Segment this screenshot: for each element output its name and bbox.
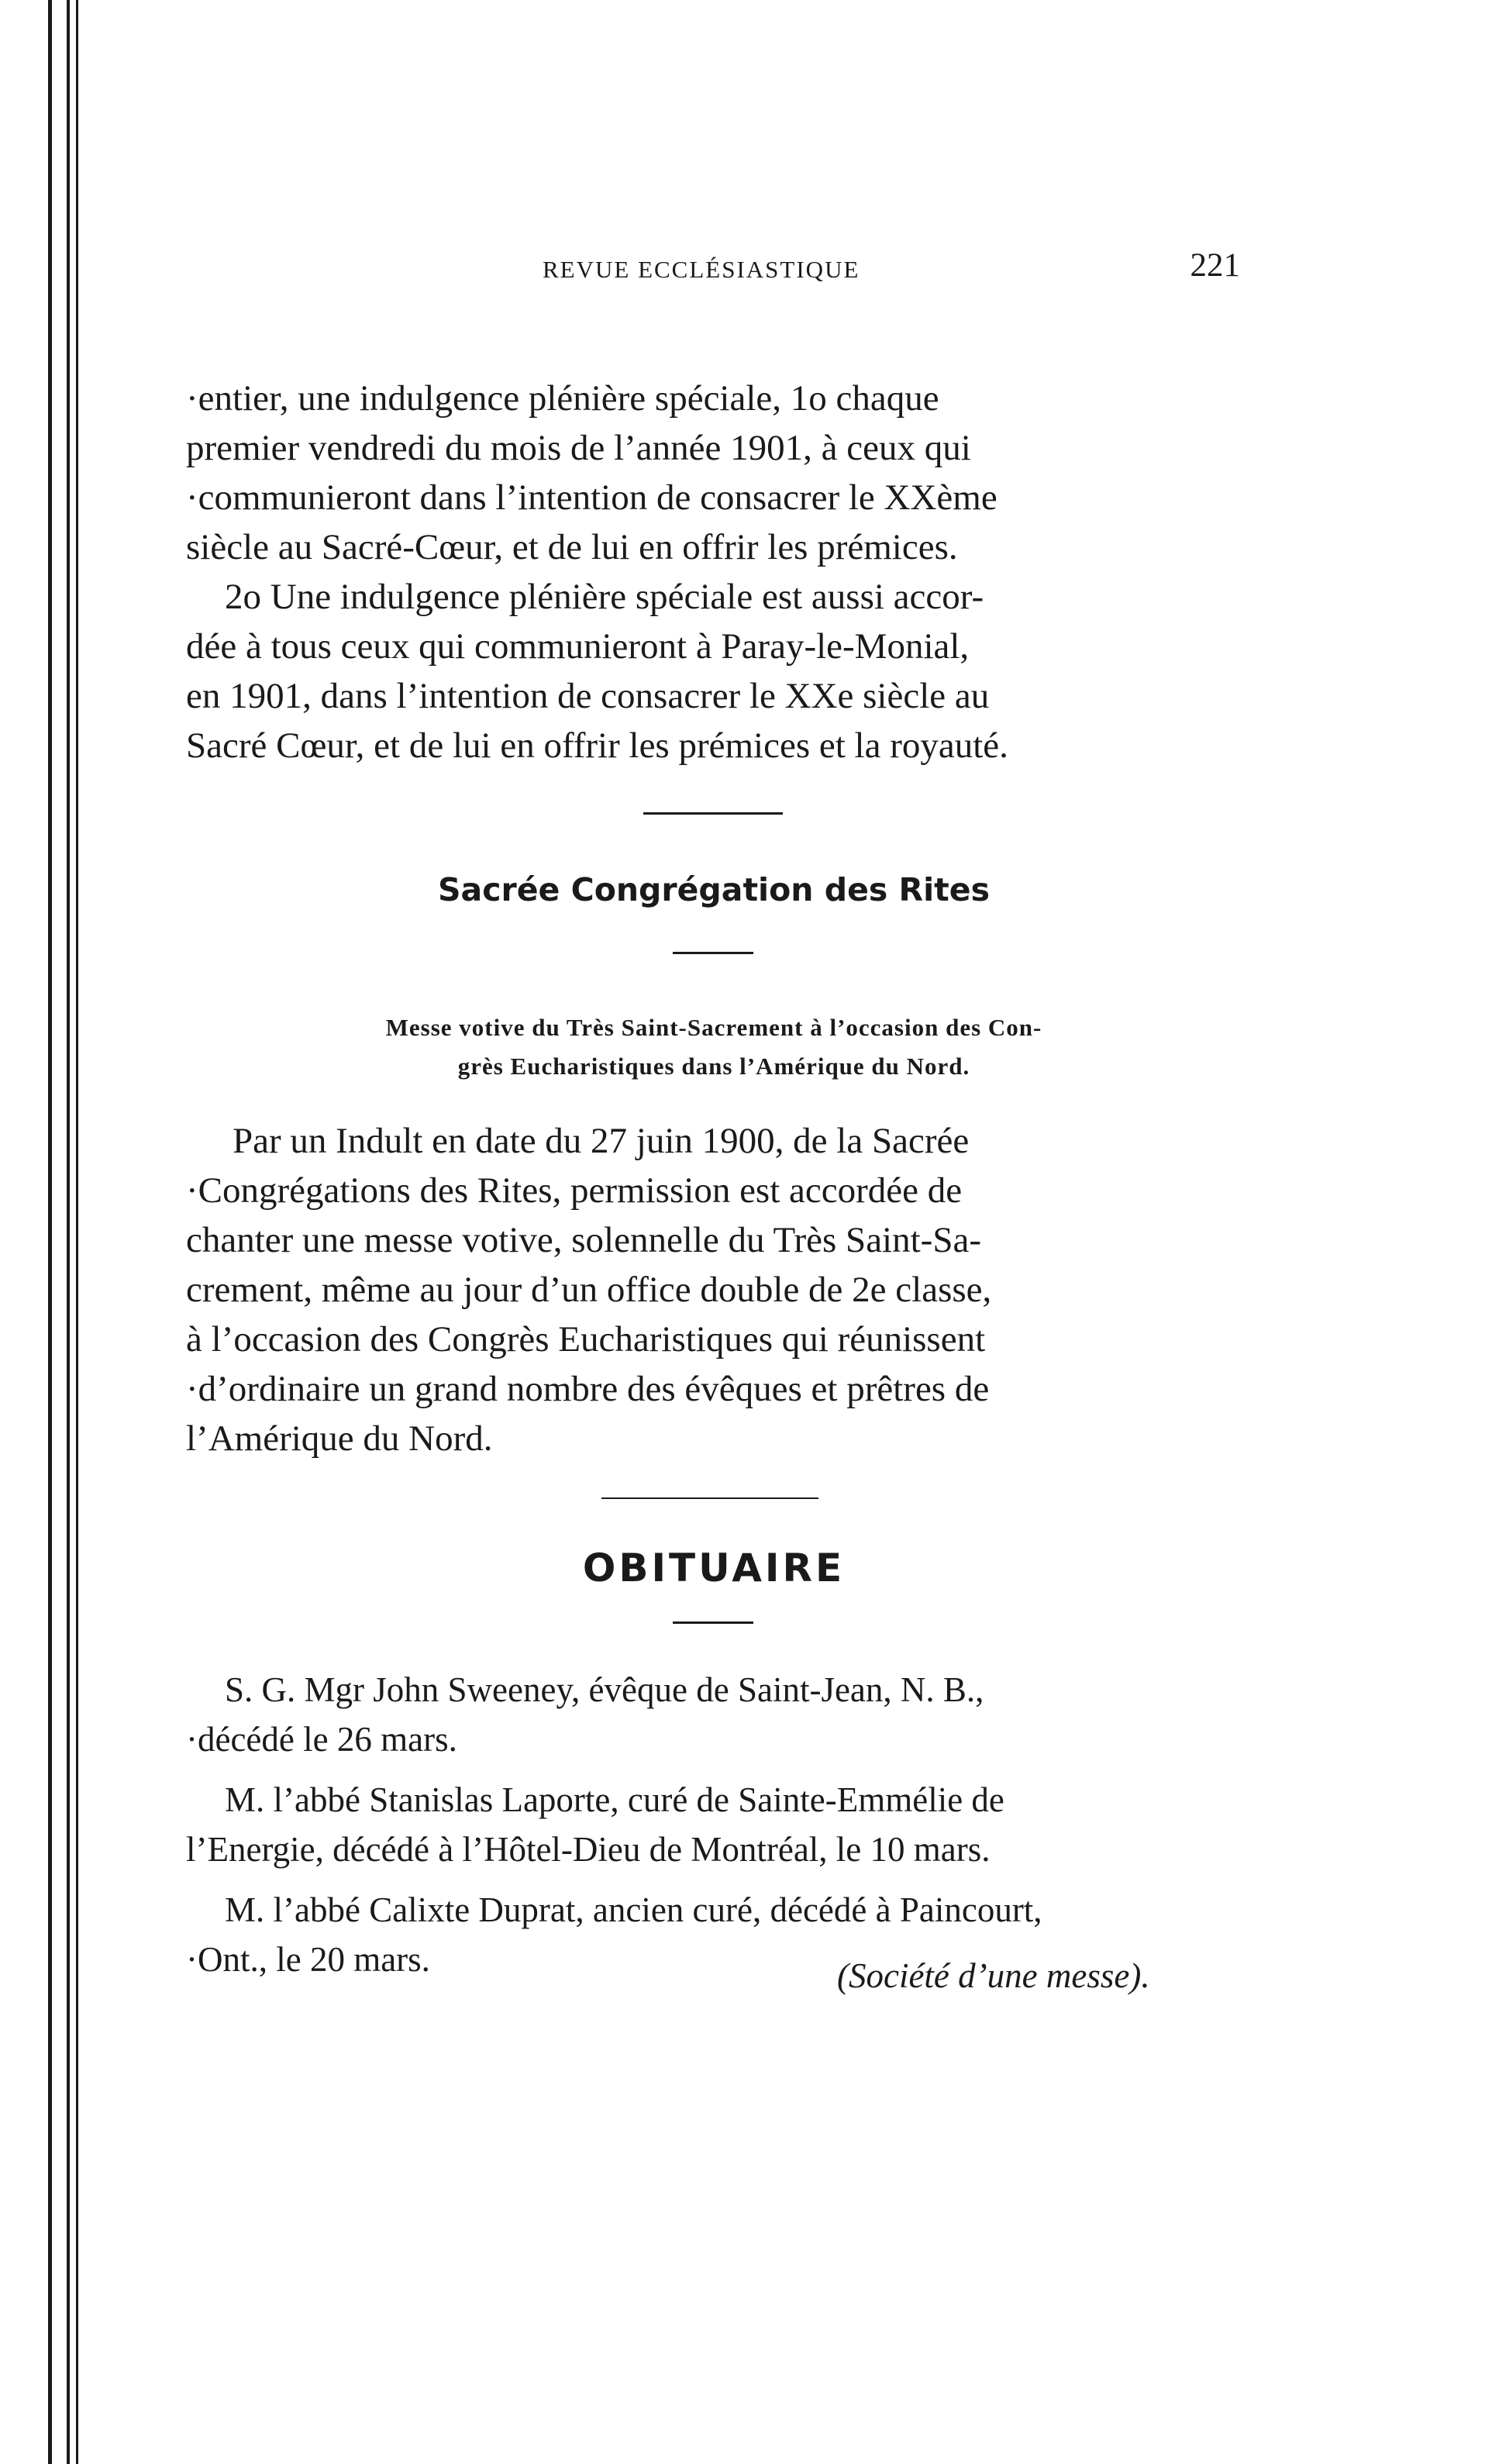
intro-line: 2o Une indulgence plénière spéciale est aussi accor- <box>225 577 984 617</box>
rites-line: ·Congrégations des Rites, permission est accordée de <box>186 1170 963 1211</box>
binding-rule <box>67 0 70 2464</box>
sub-heading-line: Messe votive du Très Saint-Sacrement à l’occasion des Con- <box>385 1014 1042 1041</box>
section-divider <box>643 812 783 815</box>
rites-line: Par un Indult en date du 27 juin 1900, de la Sacrée <box>233 1121 970 1161</box>
intro-line: en 1901, dans l’intention de consacrer le XXe siècle au <box>186 676 990 716</box>
section-heading: Sacrée Congrégation des Rites <box>438 871 990 908</box>
obituary-line: M. l’abbé Stanislas Laporte, curé de Sainte-Emmélie de <box>225 1780 1004 1819</box>
binding-rule <box>48 0 52 2464</box>
obituary-line: ·décédé le 26 mars. <box>186 1720 457 1759</box>
obituary-line: ·Ont., le 20 mars. <box>186 1940 430 1979</box>
obituary-line: l’Energie, décédé à l’Hôtel-Dieu de Montréal, le 10 mars. <box>186 1830 991 1869</box>
binding-rule <box>76 0 78 2464</box>
section-divider <box>601 1497 818 1499</box>
rites-line: crement, même au jour d’un office double de 2e classe, <box>186 1270 992 1310</box>
rites-line: ·d’ordinaire un grand nombre des évêques et prêtres de <box>186 1369 990 1409</box>
running-head <box>186 246 1240 293</box>
intro-line: ·communieront dans l’intention de consacrer le XXème <box>186 477 997 518</box>
obituary-line: M. l’abbé Calixte Duprat, ancien curé, décédé à Paincourt, <box>225 1890 1042 1929</box>
heading-rule <box>673 952 753 954</box>
heading-rule <box>673 1621 753 1624</box>
intro-line: siècle au Sacré-Cœur, et de lui en offrir les prémices. <box>186 527 958 567</box>
obituary-title: OBITUAIRE <box>582 1546 846 1590</box>
rites-line: chanter une messe votive, solennelle du Très Saint-Sa- <box>186 1220 981 1260</box>
running-title: REVUE ECCLÉSIASTIQUE <box>543 256 860 283</box>
rites-line: à l’occasion des Congrès Eucharistiques qui réunissent <box>186 1319 986 1360</box>
intro-line: dée à tous ceux qui communieront à Paray-le-Monial, <box>186 626 970 667</box>
intro-line: ·entier, une indulgence plénière spéciale, 1o chaque <box>186 378 939 419</box>
rites-line: l’Amérique du Nord. <box>186 1418 493 1459</box>
page-number: 221 <box>1190 247 1240 284</box>
sub-heading-line: grès Eucharistiques dans l’Amérique du Nord. <box>457 1053 970 1080</box>
intro-line: premier vendredi du mois de l’année 1901, à ceux qui <box>186 428 971 468</box>
obituary-line: S. G. Mgr John Sweeney, évêque de Saint-Jean, N. B., <box>225 1670 984 1709</box>
intro-line: Sacré Cœur, et de lui en offrir les prémices et la royauté. <box>186 725 1008 766</box>
source-citation: (Société d’une messe). <box>837 1956 1150 1995</box>
